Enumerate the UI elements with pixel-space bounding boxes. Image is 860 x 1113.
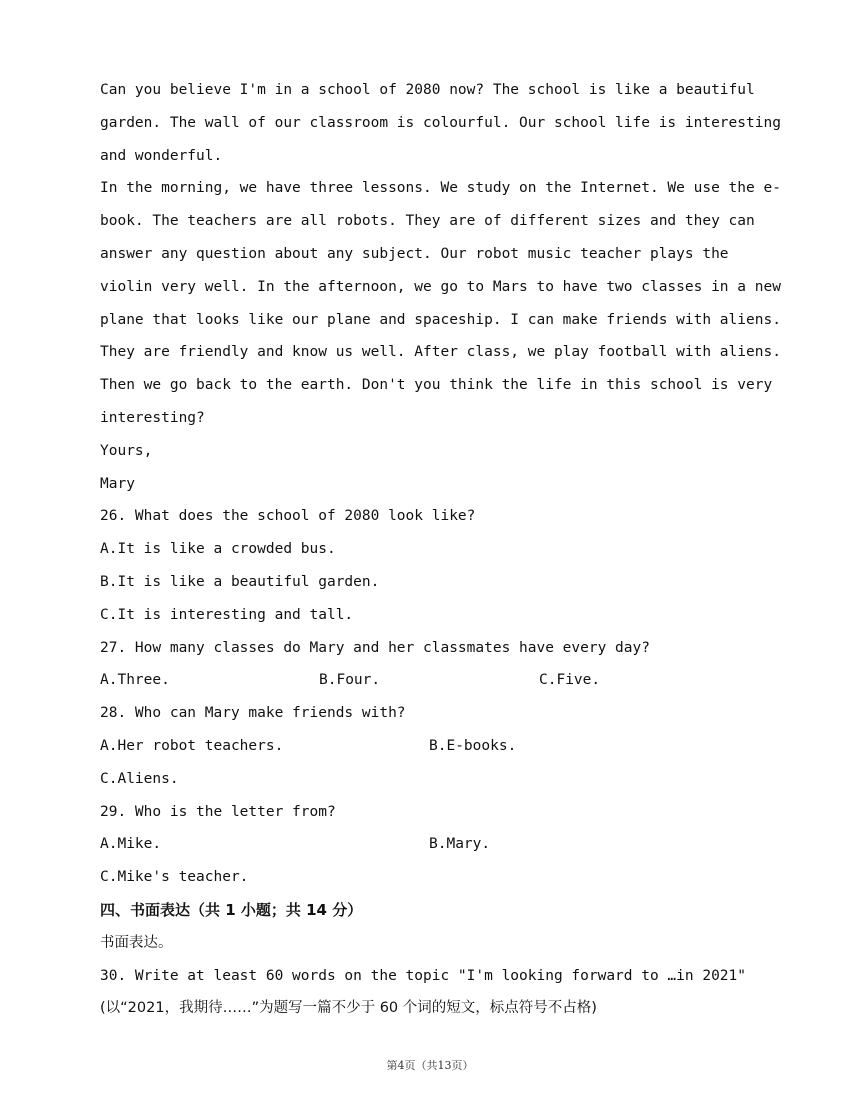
question-26: 26. What does the school of 2080 look like? (100, 508, 476, 525)
option-27-a: A.Three. (100, 672, 170, 689)
passage-line: garden. The wall of our classroom is colourful. Our school life is interesting (100, 114, 781, 131)
option-27-c: C.Five. (539, 672, 601, 689)
passage-line: interesting? (100, 409, 205, 426)
passage-line: answer any question about any subject. Our robot music teacher plays the (100, 245, 729, 262)
passage-line: In the morning, we have three lessons. We study on the Internet. We use the e- (100, 180, 781, 197)
passage-line: Then we go back to the earth. Don't you think the life in this school is very (100, 377, 773, 394)
option-27-b: B.Four. (319, 672, 381, 689)
question-30: 30. Write at least 60 words on the topic "I'm looking forward to …in 2021" (100, 967, 747, 984)
passage-line: They are friendly and know us well. After class, we play football with aliens. (100, 344, 781, 361)
passage-line: plane that looks like our plane and spaceship. I can make friends with aliens. (100, 311, 781, 328)
option-28-a: A.Her robot teachers. (100, 737, 284, 754)
passage-line: Can you believe I'm in a school of 2080 now? The school is like a beautiful (100, 82, 755, 98)
question-27: 27. How many classes do Mary and her classmates have every day? (100, 639, 650, 656)
option-26-c: C.It is interesting and tall. (100, 606, 354, 623)
question-30-note: (以“2021，我期待……”为题写一篇不少于 60 个词的短文，标点符号不占格) (100, 1000, 597, 1017)
option-28-c: C.Aliens. (100, 770, 179, 787)
page-content (100, 74, 781, 1025)
options-27 (100, 664, 772, 697)
option-29-c: C.Mike's teacher. (100, 869, 249, 886)
option-26-b: B.It is like a beautiful garden. (100, 573, 380, 590)
section-subheading: 书面表达。 (100, 934, 173, 951)
question-29: 29. Who is the letter from? (100, 803, 336, 820)
letter-closing: Yours, (100, 442, 153, 459)
passage-line: and wonderful. (100, 147, 223, 164)
passage-line: violin very well. In the afternoon, we go to Mars to have two classes in a new (100, 278, 781, 295)
question-28: 28. Who can Mary make friends with? (100, 705, 406, 722)
option-26-a: A.It is like a crowded bus. (100, 541, 336, 558)
option-29-a: A.Mike. (100, 836, 162, 853)
options-28-row1 (100, 730, 772, 763)
page-footer: 第4页（共13页） (386, 1059, 474, 1072)
passage-line: book. The teachers are all robots. They are of different sizes and they can (100, 213, 755, 230)
options-29-row1 (100, 828, 772, 861)
section-heading: 四、书面表达（共 1 小题；共 14 分） (100, 900, 363, 919)
option-28-b: B.E-books. (429, 737, 517, 754)
option-29-b: B.Mary. (429, 836, 491, 853)
letter-signature: Mary (100, 475, 135, 492)
